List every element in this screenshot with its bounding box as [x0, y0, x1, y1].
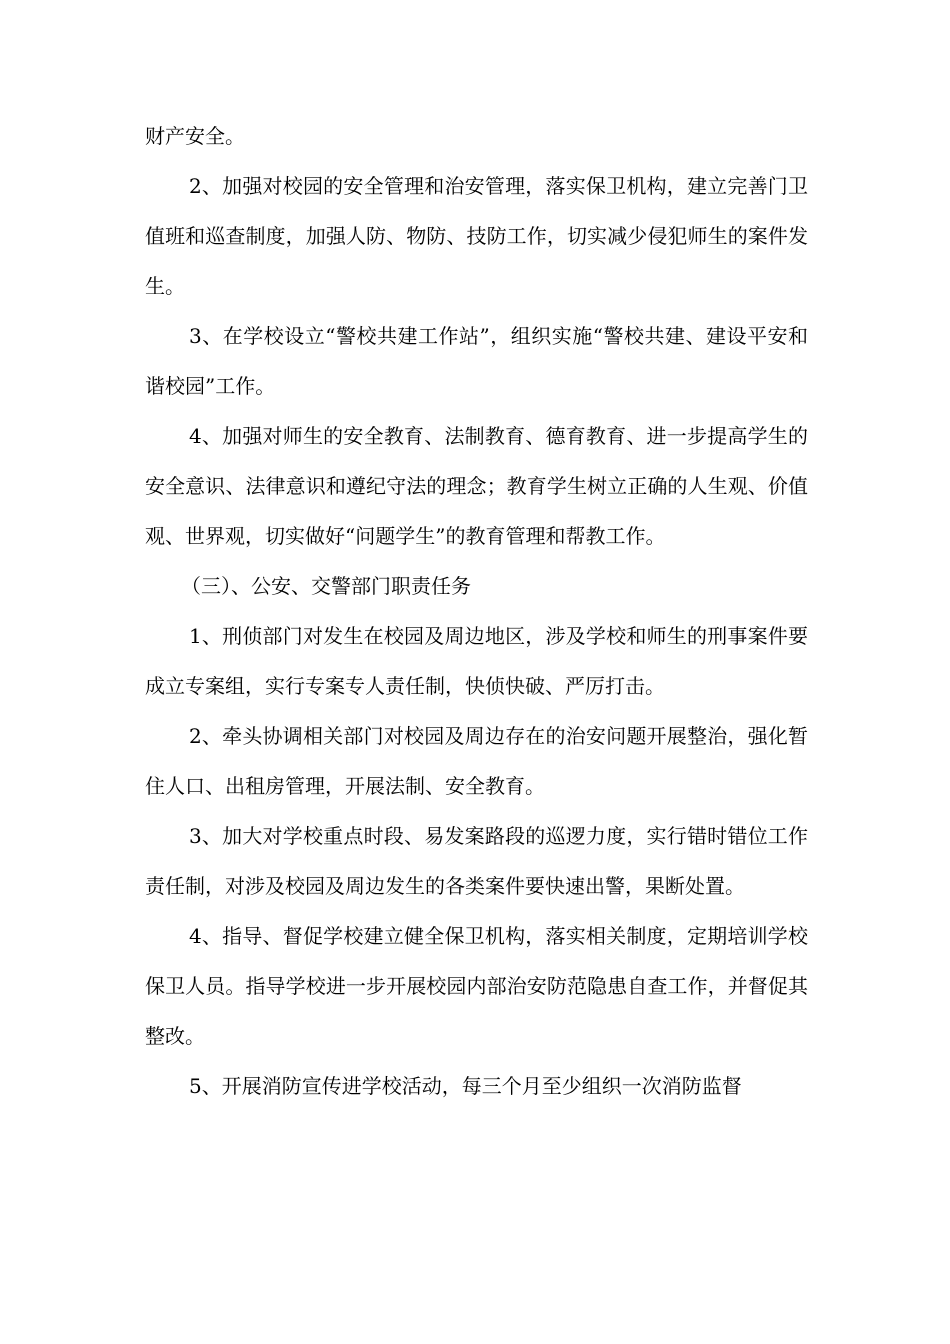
paragraph-item-4: 4、加强对师生的安全教育、法制教育、德育教育、进一步提高学生的安全意识、法律意识和遵纪守法的理念；教育学生树立正确的人生观、价值观、世界观，切实做好“问题学生”的教育管理和帮教工作。	[145, 424, 808, 548]
paragraph-item-2: 2、加强对校园的安全管理和治安管理，落实保卫机构，建立完善门卫值班和巡查制度，加强人防、物防、技防工作，切实减少侵犯师生的案件发生。	[145, 174, 808, 298]
paragraph-continuation: 财产安全。	[145, 124, 245, 148]
document-body	[145, 111, 808, 1111]
section-heading: （三）、公安、交警部门职责任务	[181, 574, 471, 598]
paragraph-police-5: 5、开展消防宣传进学校活动，每三个月至少组织一次消防监督	[189, 1074, 742, 1098]
paragraph-police-2: 2、牵头协调相关部门对校园及周边存在的治安问题开展整治，强化暂住人口、出租房管理，开展法制、安全教育。	[145, 724, 808, 798]
paragraph-police-4: 4、指导、督促学校建立健全保卫机构，落实相关制度，定期培训学校保卫人员。指导学校进一步开展校园内部治安防范隐患自查工作，并督促其整改。	[145, 924, 808, 1048]
paragraph-item-3: 3、在学校设立“警校共建工作站”，组织实施“警校共建、建设平安和谐校园”工作。	[145, 324, 808, 398]
paragraph-police-1: 1、刑侦部门对发生在校园及周边地区，涉及学校和师生的刑事案件要成立专案组，实行专案专人责任制，快侦快破、严厉打击。	[145, 624, 808, 698]
paragraph-police-3: 3、加大对学校重点时段、易发案路段的巡逻力度，实行错时错位工作责任制，对涉及校园及周边发生的各类案件要快速出警，果断处置。	[145, 824, 808, 898]
